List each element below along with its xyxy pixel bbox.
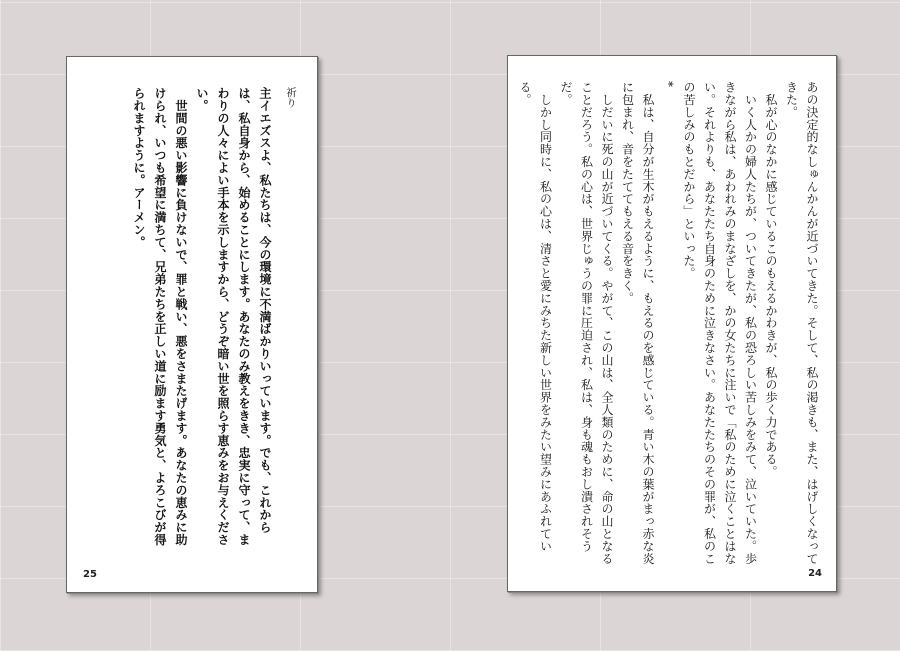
main-text-part2: 私は、自分が生木がもえるように、もえるのを感じている。青い木の葉がまっ赤な炎に包まれ、音をたててもえる音をきく。 しだいに死の山が近づいてくる。やがて、この山は、全人類のために、命の山となることだろう。私の心は、世界じゅうの罪に圧迫され、私は、身も魂もおし潰されそうだ。 しかし同時に、私の心は、清さと愛にみちた新しい世界をみたい望みにあふれている。: [518, 81, 655, 565]
right-page: [507, 55, 837, 592]
main-text: [515, 81, 823, 566]
main-text-part1: あの決定的なしゅんかんが近づいてきた。そして、私の渇きも、また、はげしくなってきた。 私が心のなかに感じているこのもえるかわきが、私の歩く力である。 いく人かの婦人たちが、ついてきたが、私の恐ろしい苦しみをみて、泣いていた。歩きながら私は、あわれみのまなざしを、かの女たちに注いで「私のために泣くことはない。それよりも、あなたたち自身のために泣きなさい。あなたたちのその罪が、私のこの苦しみのもとだから」といった。: [682, 81, 819, 565]
left-page: [66, 56, 318, 593]
section-separator: *: [661, 81, 676, 88]
prayer-text: 主イエズスよ、私たちは、今の環境に不満ばかりいっています。でも、これからは、私自身から、始めることにします。あなたのみ教えをきき、忠実に守って、まわりの人々によい手本を示しますから、どうぞ暗い世を照らす恵みをお与えください。 世間の悪い影響に負けないで、罪と戦い、悪をさまたげます。あなたの恵みに助けられ、いつも希望に満ちて、兄弟たちを正しい道に励ます勇気と、よろこびが得られますように。アーメン。: [132, 87, 272, 546]
page-number-right: 24: [808, 568, 822, 579]
page-number-left: 25: [83, 569, 97, 580]
prayer-heading: 祈り: [285, 87, 297, 108]
